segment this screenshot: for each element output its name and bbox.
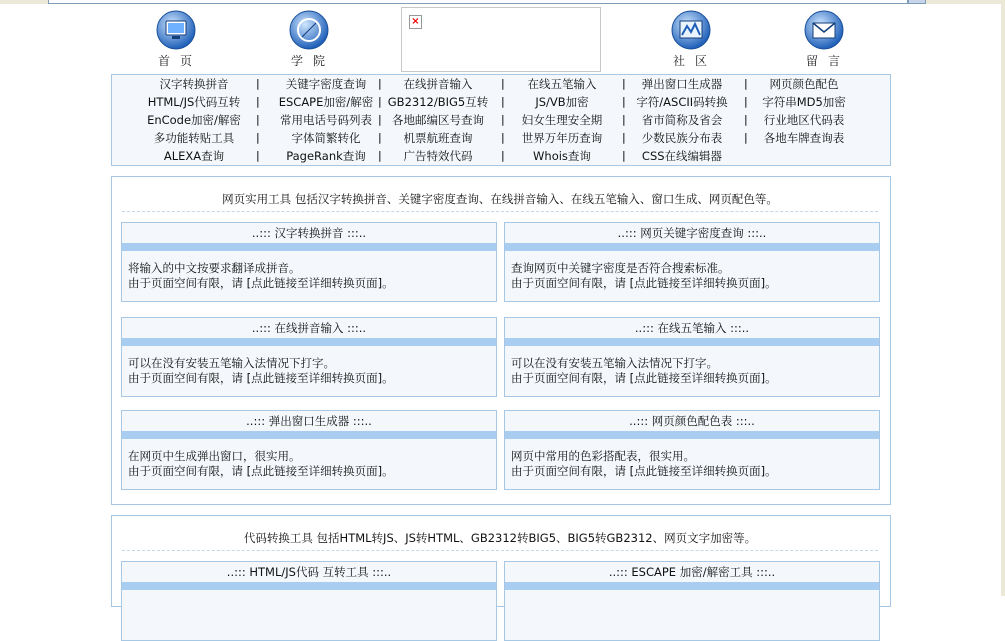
card-detail-link[interactable]: 由于页面空间有限，请 [点此链接至详细转换页面]。 [511,371,777,385]
card-title[interactable]: ..::: 汉字转换拼音 :::.. [251,226,367,240]
link-phone-list[interactable]: 常用电话号码列表 [280,113,372,127]
separator: | [622,77,626,90]
section-web-tools [111,176,891,505]
card-bar [505,431,879,439]
link-pagerank[interactable]: PageRank查询 [286,149,366,163]
link-jsvb-encrypt[interactable]: JS/VB加密 [535,95,589,109]
separator: | [378,77,382,90]
separator: | [744,131,748,144]
community-icon [671,10,711,50]
card-title[interactable]: ..::: ESCAPE 加密/解密工具 :::.. [608,565,776,579]
card-title[interactable]: ..::: 网页颜色配色表 :::.. [629,414,755,428]
card-title[interactable]: ..::: 弹出窗口生成器 :::.. [246,414,372,428]
card-title[interactable]: ..::: 在线五笔输入 :::.. [634,321,750,335]
separator: | [256,95,260,108]
link-alexa[interactable]: ALEXA查询 [163,149,225,163]
separator: | [501,149,505,162]
nav-community[interactable] [651,10,731,69]
separator: | [622,113,626,126]
separator: | [744,95,748,108]
card-bar [505,243,879,251]
broken-image-icon: × [409,15,422,29]
nav-academy[interactable] [269,10,349,69]
nav-message[interactable] [784,10,864,69]
separator: | [378,113,382,126]
separator: | [501,113,505,126]
separator: | [378,95,382,108]
link-simp-trad[interactable]: 字体简繁转化 [291,131,361,145]
link-wubi-input[interactable]: 在线五笔输入 [527,77,597,91]
card-title[interactable]: ..::: 网页关键字密度查询 :::.. [617,226,767,240]
link-encode[interactable]: EnCode加密/解密 [147,113,241,127]
link-flights[interactable]: 机票航班查询 [403,131,473,145]
link-row [112,93,890,111]
card-bar [505,582,879,590]
envelope-icon [804,10,844,50]
separator: | [744,113,748,126]
link-row [112,129,890,147]
card-text: 查询网页中关键字密度是否符合搜索标准。 [511,261,730,275]
card-detail-link[interactable]: 由于页面空间有限，请 [点此链接至详细转换页面]。 [128,276,394,290]
card-pinyin-input [121,317,497,397]
link-ascii[interactable]: 字符/ASCII码转换 [636,95,728,109]
link-md5[interactable]: 字符串MD5加密 [762,95,846,109]
card-wubi-input [504,317,880,397]
separator: | [378,149,382,162]
link-web-colors[interactable]: 网页颜色配色 [769,77,839,91]
card-body [122,439,496,479]
card-body [505,346,879,386]
card-text: 在网页中生成弹出窗口，很实用。 [128,449,301,463]
link-popup-generator[interactable]: 弹出窗口生成器 [641,77,723,91]
link-provinces[interactable]: 省市简称及省会 [641,113,723,127]
link-row [112,75,890,93]
link-safe-period[interactable]: 妇女生理安全期 [521,113,603,127]
card-text: 可以在没有安装五笔输入法情况下打字。 [511,356,718,370]
link-row [112,111,890,129]
separator: | [501,77,505,90]
section-description: 代码转换工具 包括HTML转JS、JS转HTML、GB2312转BIG5、BIG5转GB2312、网页文字加密等。 [122,530,878,551]
nav-academy-label: 学院 [290,54,335,68]
link-industry-codes[interactable]: 行业地区代码表 [763,113,845,127]
tool-link-grid [111,74,891,166]
separator: | [256,77,260,90]
monitor-icon [156,10,196,50]
link-escape[interactable]: ESCAPE加密/解密 [278,95,374,109]
link-calendar[interactable]: 世界万年历查询 [521,131,603,145]
separator: | [501,131,505,144]
nav-home[interactable] [136,10,216,69]
link-repost-tool[interactable]: 多功能转贴工具 [153,131,235,145]
nav-home-label: 首页 [157,54,202,68]
card-body [122,346,496,386]
link-gb2312-big5[interactable]: GB2312/BIG5互转 [387,95,489,109]
card-keyword-density [504,222,880,302]
link-ethnic[interactable]: 少数民族分布表 [641,131,723,145]
separator: | [256,113,260,126]
link-whois[interactable]: Whois查询 [533,149,591,163]
link-html-js[interactable]: HTML/JS代码互转 [147,95,241,109]
link-pinyin-input[interactable]: 在线拼音输入 [403,77,473,91]
card-bar [122,582,496,590]
card-escape [504,561,880,641]
card-body [505,251,879,291]
separator: | [744,77,748,90]
card-popup-generator [121,410,497,490]
card-detail-link[interactable]: 由于页面空间有限，请 [点此链接至详细转换页面]。 [128,371,394,385]
scrollbar[interactable] [1001,0,1005,596]
section-code-tools [111,515,891,607]
separator: | [501,95,505,108]
card-text: 网页中常用的色彩搭配表，很实用。 [511,449,695,463]
card-text: 可以在没有安装五笔输入法情况下打字。 [128,356,335,370]
link-css-editor[interactable]: CSS在线编辑器 [641,149,723,163]
card-body [505,439,879,479]
link-ad-effects[interactable]: 广告特效代码 [403,149,473,163]
card-detail-link[interactable]: 由于页面空间有限，请 [点此链接至详细转换页面]。 [511,276,777,290]
banner-image [401,7,601,72]
card-html-js [121,561,497,641]
separator: | [622,149,626,162]
card-detail-link[interactable]: 由于页面空间有限，请 [点此链接至详细转换页面]。 [128,464,394,478]
card-pinyin [121,222,497,302]
link-pinyin[interactable]: 汉字转换拼音 [159,77,229,91]
nav-community-label: 社区 [672,54,717,68]
card-title[interactable]: ..::: HTML/JS代码 互转工具 :::.. [226,565,392,579]
card-bar [122,338,496,346]
separator: | [622,131,626,144]
card-bar [122,431,496,439]
compass-icon [289,10,329,50]
card-body [122,251,496,291]
card-bar [122,243,496,251]
card-title[interactable]: ..::: 在线拼音输入 :::.. [251,321,367,335]
separator: | [622,95,626,108]
address-bar[interactable] [48,0,908,4]
link-keyword-density[interactable]: 关键字密度查询 [285,77,367,91]
link-row [112,147,890,165]
card-web-colors [504,410,880,490]
card-detail-link[interactable]: 由于页面空间有限，请 [点此链接至详细转换页面]。 [511,464,777,478]
nav-message-label: 留言 [805,54,850,68]
separator: | [256,149,260,162]
link-postcode[interactable]: 各地邮编区号查询 [392,113,484,127]
card-text: 将输入的中文按要求翻译成拼音。 [128,261,301,275]
separator: | [256,131,260,144]
card-bar [505,338,879,346]
link-license-plates[interactable]: 各地车牌查询表 [763,131,845,145]
section-description: 网页实用工具 包括汉字转换拼音、关键字密度查询、在线拼音输入、在线五笔输入、窗口生成、网页配色等。 [122,191,878,212]
separator: | [378,131,382,144]
go-button[interactable] [908,0,926,4]
